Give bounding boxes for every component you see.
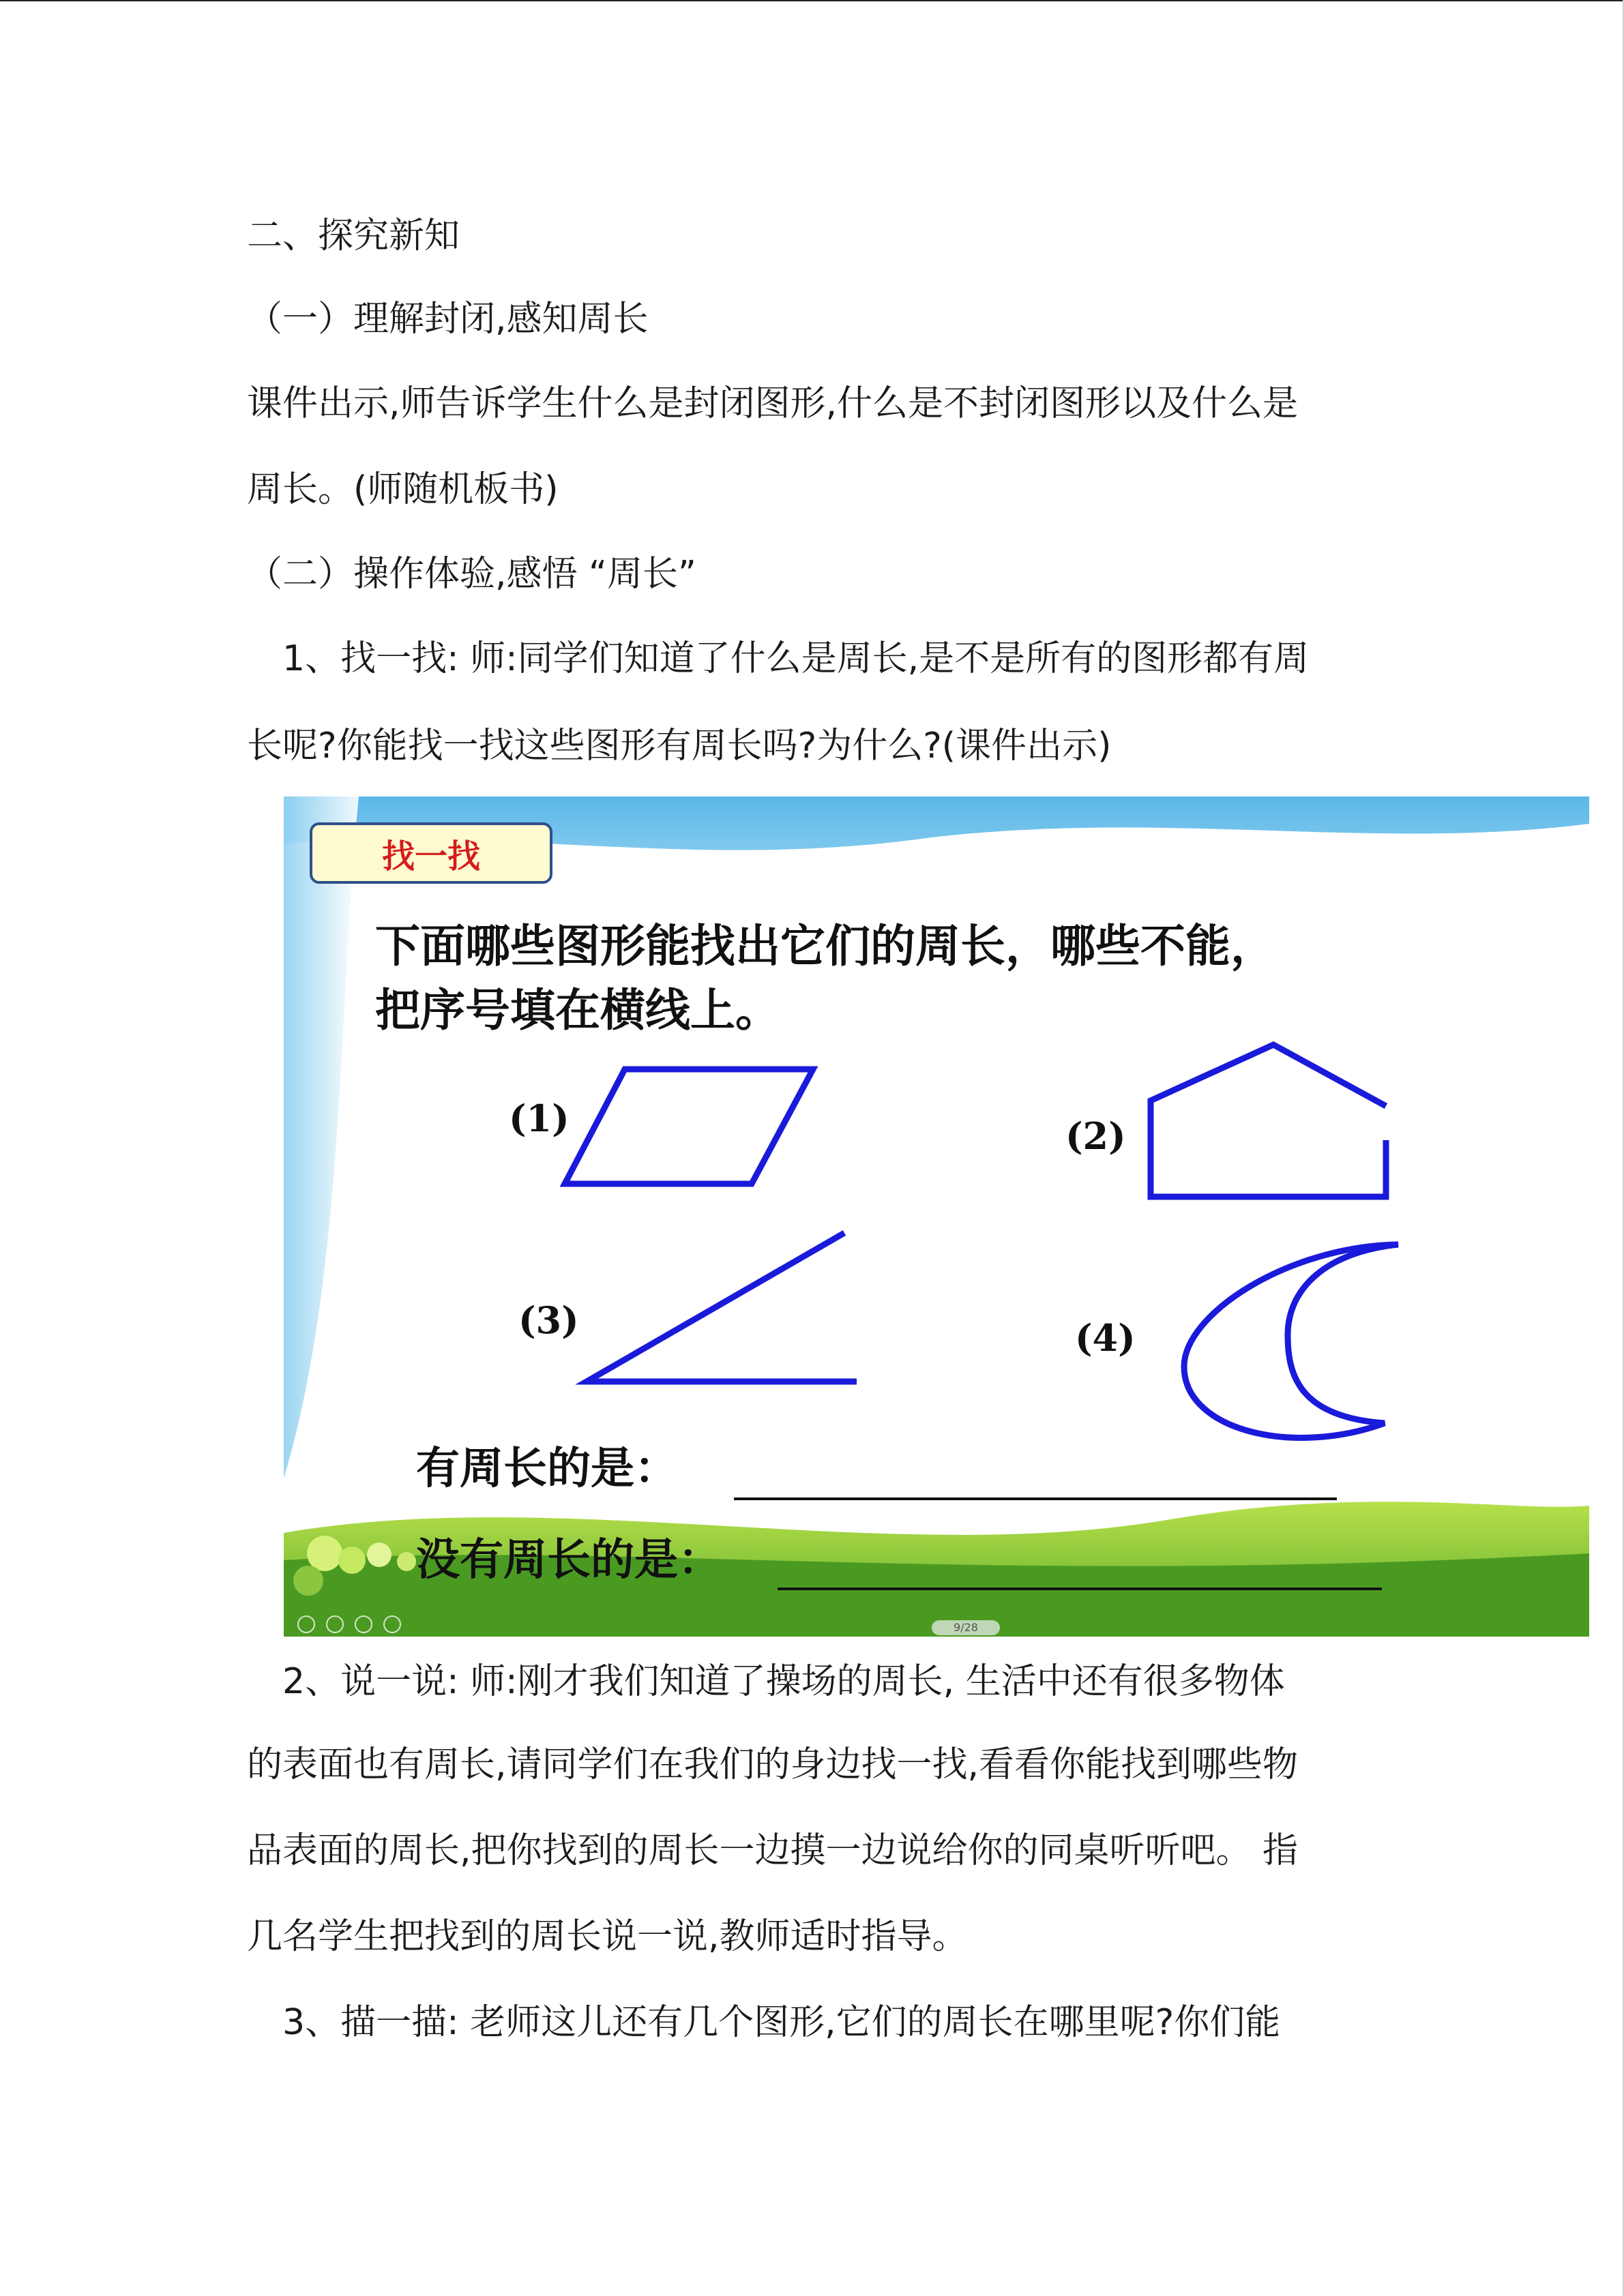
paragraph-line: 1、找一找: 师:同学们知道了什么是周长,是不是所有的图形都有周 [282,638,1310,679]
paragraph-line: 课件出示,师告诉学生什么是封闭图形,什么是不封闭图形以及什么是 [247,383,1299,424]
play-icon[interactable] [297,1615,315,1633]
slide-question: 下面哪些图形能找出它们的周长，哪些不能， [375,920,1275,972]
subsection-title-2: （二）操作体验,感悟 “周长” [247,554,696,595]
answer-label-closed: 有周长的是： [416,1444,678,1494]
slide-question: 把序号填在横线上。 [375,984,780,1037]
section-title: 二、探究新知 [247,215,460,256]
pen-icon[interactable] [326,1615,344,1633]
shape-label-4: (4) [1075,1316,1136,1360]
paragraph-line: 的表面也有周长,请同学们在我们的身边找一找,看看你能找到哪些物 [247,1744,1299,1785]
shape-label-3: (3) [518,1298,579,1342]
paragraph-line: 周长。(师随机板书) [247,469,559,510]
page-top-border [0,0,1624,1]
paragraph-line: 几名学生把找到的周长说一说,教师适时指导。 [247,1916,968,1957]
answer-blank-closed [734,1497,1337,1500]
answer-blank-open [778,1587,1382,1590]
paragraph-line: 长呢?你能找一找这些图形有周长吗?为什么?(课件出示) [247,726,1112,766]
more-icon[interactable] [383,1615,401,1633]
paragraph-line: 品表面的周长,把你找到的周长一边摸一边说给你的同桌听听吧。 指 [247,1830,1299,1871]
subsection-title-1: （一）理解封闭,感知周长 [247,299,649,340]
player-controls[interactable] [297,1615,401,1634]
slide-tag: 找一找 [310,822,552,884]
paragraph-line: 2、说一说: 师:刚才我们知道了操场的周长, 生活中还有很多物体 [282,1661,1285,1702]
paragraph-line: 3、描一描: 老师这儿还有几个图形,它们的周长在哪里呢?你们能 [282,2002,1281,2043]
shape-label-1: (1) [509,1097,570,1140]
slides-icon[interactable] [355,1615,372,1633]
answer-label-open: 没有周长的是： [416,1535,722,1585]
courseware-slide [284,796,1589,1637]
shape-label-2: (2) [1065,1114,1126,1158]
slide-page-indicator[interactable]: 9/28 [932,1620,1000,1635]
